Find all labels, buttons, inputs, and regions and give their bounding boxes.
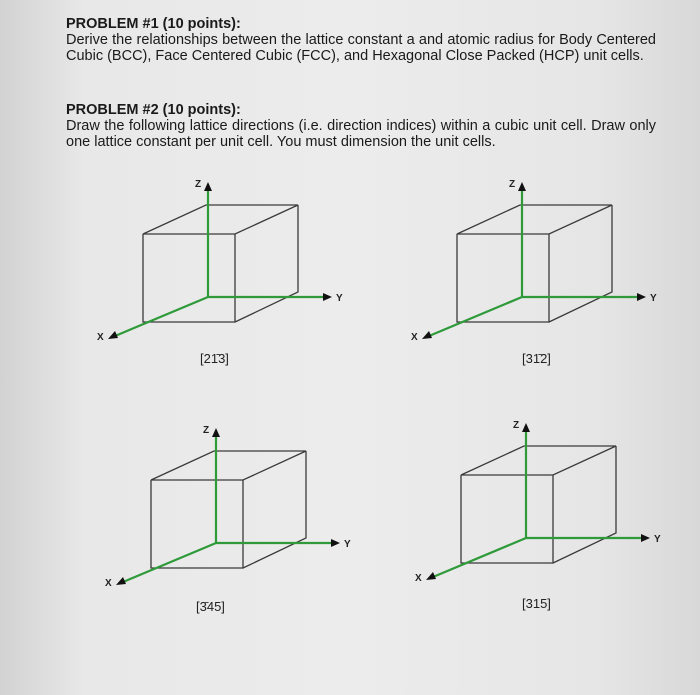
y-arrow	[331, 539, 340, 547]
y-axis-label: Y	[344, 539, 351, 550]
x-arrow	[108, 331, 118, 339]
x-axis	[429, 297, 522, 336]
x-axis	[123, 543, 216, 582]
x-arrow	[116, 577, 126, 585]
z-arrow	[204, 182, 212, 191]
x-axis	[115, 297, 208, 336]
y-arrow	[323, 293, 332, 301]
cube-edges-right	[243, 451, 306, 568]
cube-back-face	[457, 205, 612, 234]
problem-2-text: Draw the following lattice directions (i.e. direction indices) within a cubic unit cell. Draw only one lattice constant per unit cell. You must dimension the unit cells.	[66, 118, 656, 150]
direction-index-2: [31̄2]	[522, 351, 551, 366]
x-arrow	[426, 572, 436, 580]
z-axis-label: Z	[195, 179, 202, 190]
cube-back-face	[143, 205, 298, 234]
cube-edges	[457, 234, 549, 322]
z-axis-label: Z	[513, 420, 520, 431]
cube-back-face	[151, 451, 306, 480]
cube-back-face	[461, 446, 616, 475]
y-axis-label: Y	[654, 534, 661, 545]
cube-edges-right	[553, 446, 616, 563]
x-axis-label: X	[97, 332, 104, 343]
problem-1-text: Derive the relationships between the lattice constant a and atomic radius for Body Centered Cubic (BCC), Face Centered Cubic (FCC), and Hexagonal Close Packed (HCP) unit cells.	[66, 32, 656, 64]
cube-edges-right	[549, 205, 612, 322]
problem-2-heading: PROBLEM #2 (10 points):	[66, 102, 241, 118]
x-axis	[433, 538, 526, 577]
z-arrow	[518, 182, 526, 191]
cube-edges	[151, 480, 243, 568]
unit-cell-1	[98, 172, 358, 342]
problem-2	[66, 102, 656, 150]
x-arrow	[422, 331, 432, 339]
cube-edges	[461, 475, 553, 563]
x-axis-label: X	[105, 578, 112, 589]
problem-1-heading: PROBLEM #1 (10 points):	[66, 16, 241, 32]
unit-cell-3	[106, 418, 366, 588]
x-axis-label: X	[415, 573, 422, 584]
cube-edges	[143, 234, 235, 322]
direction-index-4: [315]	[522, 596, 551, 611]
z-arrow	[212, 428, 220, 437]
problem-1	[66, 16, 656, 64]
cube-edges-right	[235, 205, 298, 322]
z-axis-label: Z	[509, 179, 516, 190]
z-arrow	[522, 423, 530, 432]
y-axis-label: Y	[336, 293, 343, 304]
unit-cell-2	[412, 172, 672, 342]
unit-cell-4	[416, 413, 676, 583]
direction-index-3: [3̄45]	[196, 599, 225, 614]
direction-index-1: [21̄3]	[200, 351, 229, 366]
y-arrow	[637, 293, 646, 301]
y-axis-label: Y	[650, 293, 657, 304]
x-axis-label: X	[411, 332, 418, 343]
y-arrow	[641, 534, 650, 542]
z-axis-label: Z	[203, 425, 210, 436]
